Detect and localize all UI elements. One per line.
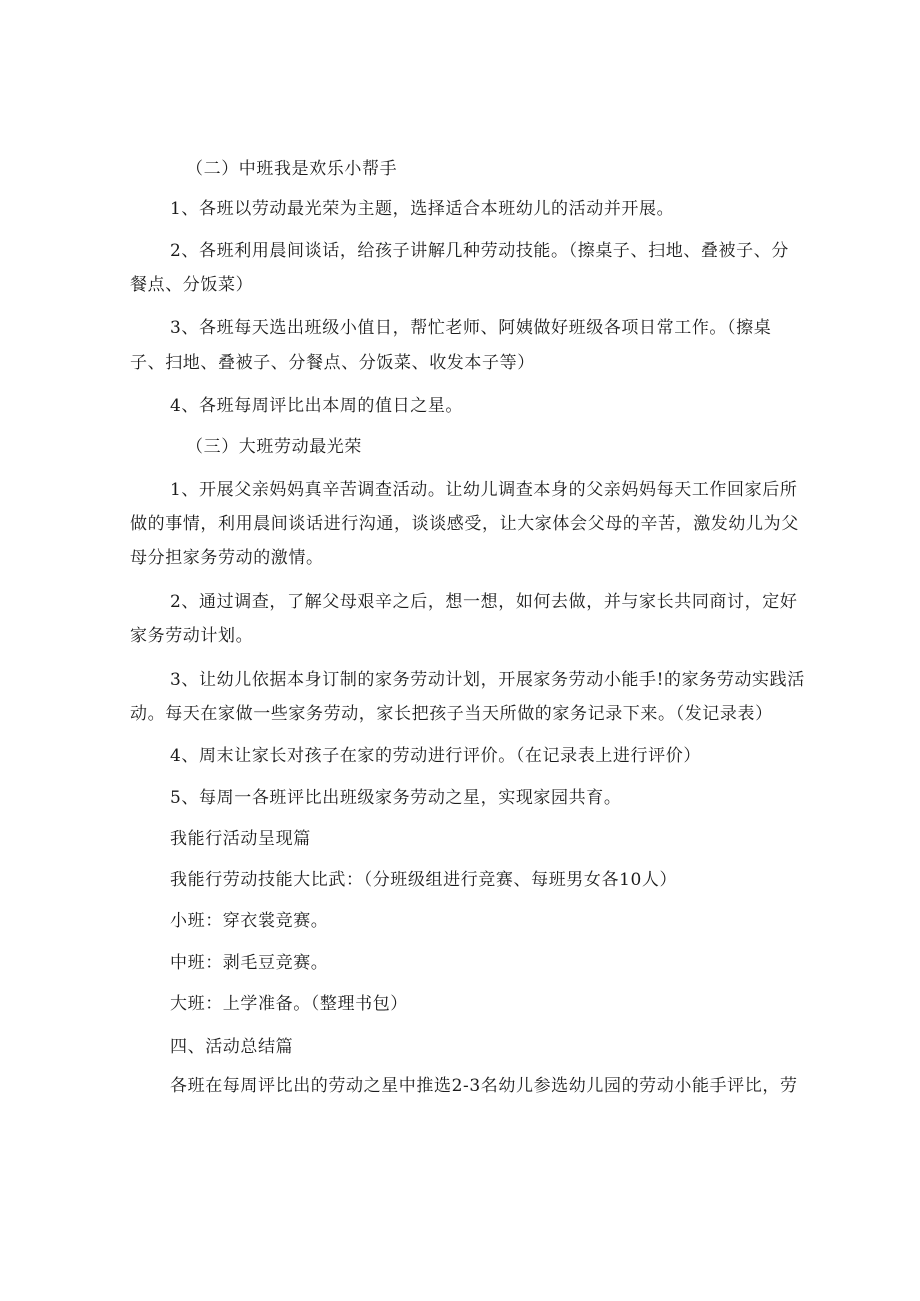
paragraph-line: 小班：穿衣裳竞赛。: [170, 911, 329, 931]
paragraph-line: 餐点、分饭菜）: [130, 275, 254, 295]
paragraph-line: 2、各班利用晨间谈话，给孩子讲解几种劳动技能。（擦桌子、扫地、叠被子、分: [170, 241, 789, 261]
paragraph-line: 4、周末让家长对孩子在家的劳动进行评价。（在记录表上进行评价）: [170, 746, 701, 766]
paragraph-line: 4、各班每周评比出本周的值日之星。: [170, 396, 464, 416]
paragraph-line: 我能行劳动技能大比武：（分班级组进行竞赛、每班男女各10人）: [170, 870, 678, 890]
paragraph-line: 各班在每周评比出的劳动之星中推选2-3名幼儿参选幼儿园的劳动小能手评比，劳: [170, 1076, 798, 1096]
section-heading-senior-class: （三）大班劳动最光荣: [186, 437, 362, 457]
paragraph-line: 3、各班每天选出班级小值日，帮忙老师、阿姨做好班级各项日常工作。（擦桌: [170, 318, 772, 338]
paragraph-line: 大班：上学准备。（整理书包）: [170, 994, 408, 1014]
paragraph-line: 做的事情，利用晨间谈话进行沟通，谈谈感受，让大家体会父母的辛苦，激发幼儿为父: [130, 514, 799, 534]
paragraph-line: 3、让幼儿依据本身订制的家务劳动计划，开展家务劳动小能手!的家务劳动实践活: [170, 670, 805, 690]
paragraph-line: 动。每天在家做一些家务劳动，家长把孩子当天所做的家务记录下来。（发记录表）: [130, 704, 773, 724]
paragraph-line: 5、每周一各班评比出班级家务劳动之星，实现家园共育。: [170, 788, 622, 808]
section-heading-showcase: 我能行活动呈现篇: [170, 829, 311, 849]
section-heading-middle-class: （二）中班我是欢乐小帮手: [186, 159, 398, 179]
paragraph-line: 子、扫地、叠被子、分餐点、分饭菜、收发本子等）: [130, 353, 535, 373]
paragraph-line: 2、通过调查，了解父母艰辛之后，想一想，如何去做，并与家长共同商讨，定好: [170, 592, 798, 612]
paragraph-line: 1、各班以劳动最光荣为主题，选择适合本班幼儿的活动并开展。: [170, 199, 675, 219]
paragraph-line: 1、开展父亲妈妈真辛苦调查活动。让幼儿调查本身的父亲妈妈每天工作回家后所: [170, 480, 798, 500]
paragraph-line: 家务劳动计划。: [130, 626, 254, 646]
paragraph-line: 中班：剥毛豆竞赛。: [170, 953, 329, 973]
section-heading-summary: 四、活动总结篇: [170, 1037, 294, 1057]
paragraph-line: 母分担家务劳动的激情。: [130, 548, 324, 568]
